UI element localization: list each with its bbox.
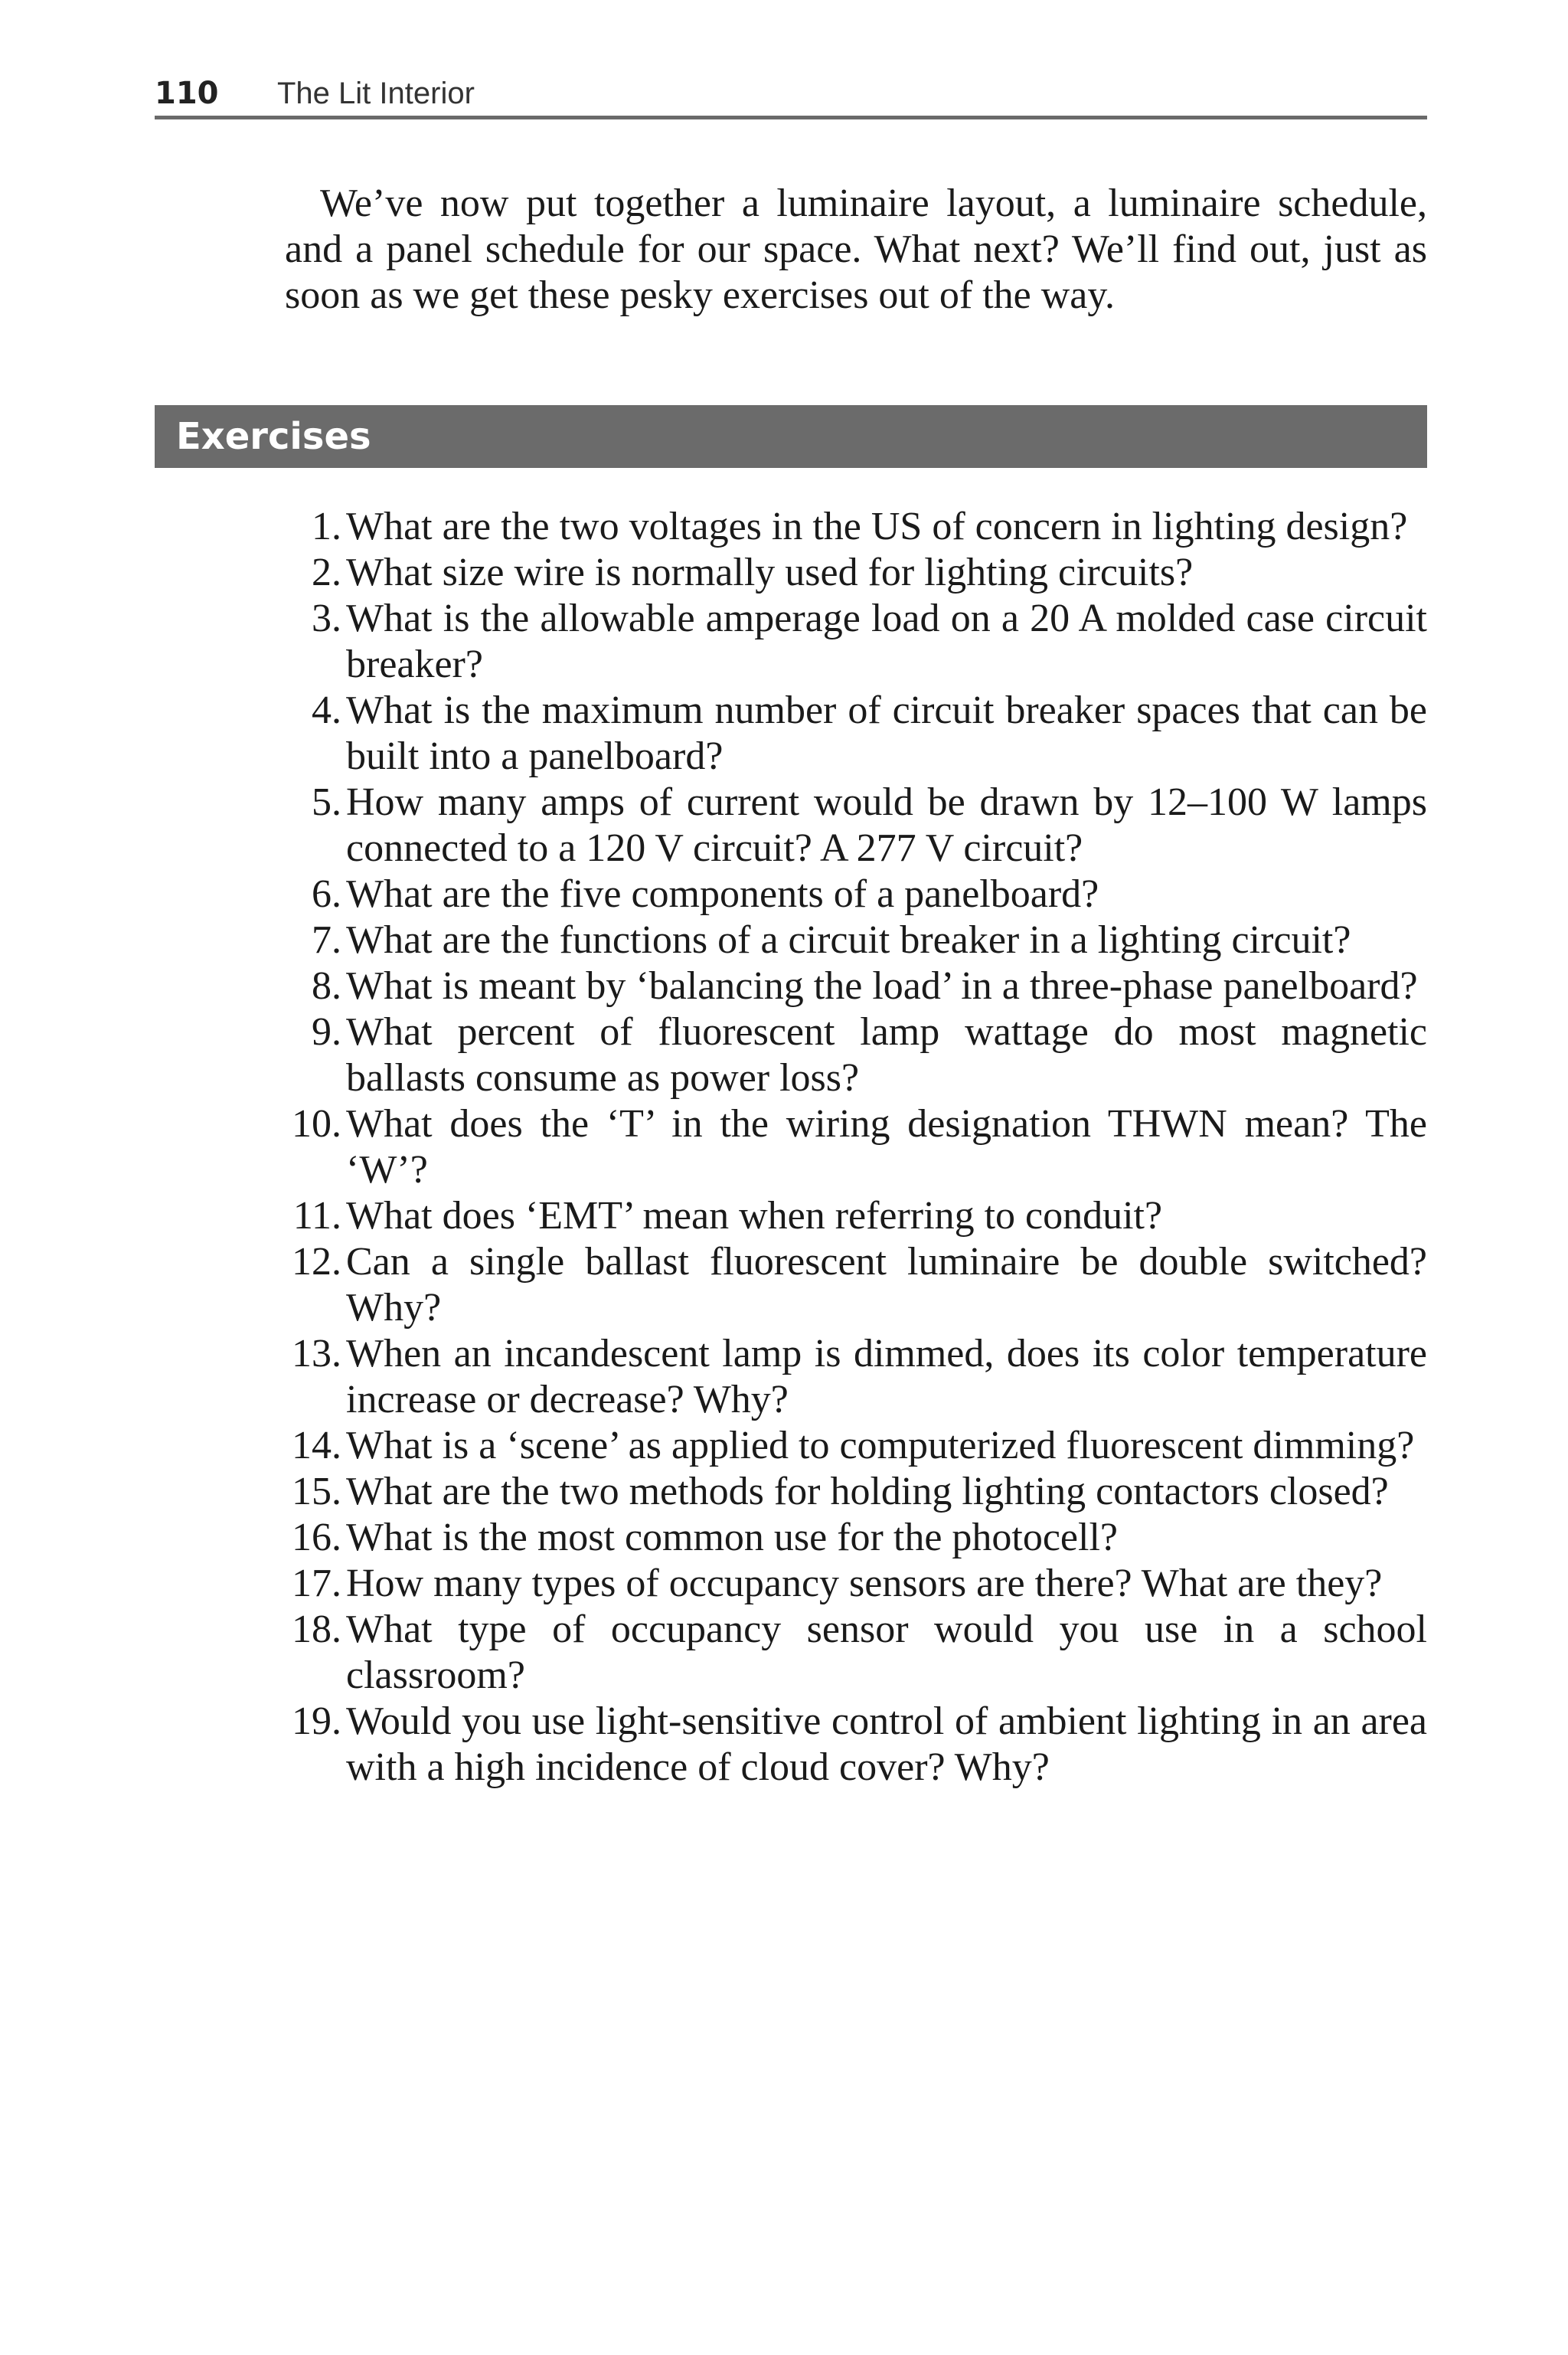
exercise-text: What does the ‘T’ in the wiring designation THWN mean? The ‘W’? [346,1102,1427,1192]
exercise-item [285,1193,1427,1239]
running-head [155,70,1427,116]
exercise-number: 3. [312,597,341,640]
exercise-text: What is the maximum number of circuit breaker spaces that can be built into a panelboard? [346,689,1427,778]
exercise-number: 7. [312,918,341,962]
exercise-text: What are the two methods for holding lighting contactors closed? [346,1470,1389,1513]
exercise-number: 9. [312,1010,341,1054]
exercise-text: Would you use light-sensitive control of ambient lighting in an area with a high incidence of cloud cover? Why? [346,1699,1427,1789]
exercise-item [285,1561,1427,1607]
exercise-list [285,504,1427,1791]
exercise-item [285,1239,1427,1331]
exercise-text: What is meant by ‘balancing the load’ in a three-phase panelboard? [346,964,1418,1008]
exercise-number: 18. [292,1608,341,1651]
exercise-number: 19. [292,1699,341,1743]
exercise-text: What type of occupancy sensor would you use in a school classroom? [346,1608,1427,1697]
exercise-text: What is a ‘scene’ as applied to computerized fluorescent dimming? [346,1424,1415,1467]
exercise-item [285,596,1427,688]
exercise-item [285,917,1427,963]
exercise-text: What percent of fluorescent lamp wattage do most magnetic ballasts consume as power loss? [346,1010,1427,1100]
exercise-item [285,1101,1427,1193]
exercise-text: Can a single ballast fluorescent luminaire be double switched? Why? [346,1240,1427,1330]
exercise-text: How many amps of current would be drawn by 12–100 W lamps connected to a 120 V circuit? A 277 V circuit? [346,780,1427,870]
exercise-number: 10. [292,1102,341,1146]
exercise-item [285,1009,1427,1101]
exercise-text: What is the allowable amperage load on a 20 A molded case circuit breaker? [346,597,1427,686]
exercise-number: 13. [292,1332,341,1375]
exercise-item [285,1607,1427,1699]
section-header-bar [155,405,1427,468]
exercise-text: How many types of occupancy sensors are there? What are they? [346,1562,1383,1605]
exercise-number: 15. [292,1470,341,1513]
exercise-text: What are the functions of a circuit breaker in a lighting circuit? [346,918,1351,962]
header-rule [155,116,1427,119]
exercise-number: 1. [312,505,341,548]
exercise-item [285,963,1427,1009]
exercise-number: 17. [292,1562,341,1605]
exercise-text: When an incandescent lamp is dimmed, does its color temperature increase or decrease? Why? [346,1332,1427,1421]
exercise-text: What are the five components of a panelboard? [346,872,1099,916]
section-title: Exercises [176,415,371,458]
exercise-text: What size wire is normally used for lighting circuits? [346,551,1194,594]
chapter-title: The Lit Interior [277,77,475,110]
exercise-text: What is the most common use for the photocell? [346,1516,1118,1559]
exercise-number: 12. [292,1240,341,1284]
exercise-item [285,1699,1427,1791]
page-number: 110 [155,76,219,111]
exercise-item [285,1515,1427,1561]
exercise-number: 4. [312,689,341,732]
exercise-number: 5. [312,780,341,824]
exercise-text: What are the two voltages in the US of concern in lighting design? [346,505,1408,548]
exercise-item [285,872,1427,917]
exercise-item [285,1469,1427,1515]
exercise-item [285,1331,1427,1423]
exercise-item [285,550,1427,596]
intro-paragraph: We’ve now put together a luminaire layout, a luminaire schedule, and a panel schedule for our space. What next? We’ll find out, just as soon as we get these pesky exercises out of the way. [285,182,1427,317]
exercise-item [285,1423,1427,1469]
exercise-item [285,504,1427,550]
exercise-number: 2. [312,551,341,594]
exercise-item [285,780,1427,872]
exercise-number: 16. [292,1516,341,1559]
exercise-number: 6. [312,872,341,916]
exercise-text: What does ‘EMT’ mean when referring to conduit? [346,1194,1163,1238]
exercise-item [285,688,1427,780]
exercise-number: 14. [292,1424,341,1467]
exercise-number: 8. [312,964,341,1008]
exercise-number: 11. [292,1194,341,1238]
